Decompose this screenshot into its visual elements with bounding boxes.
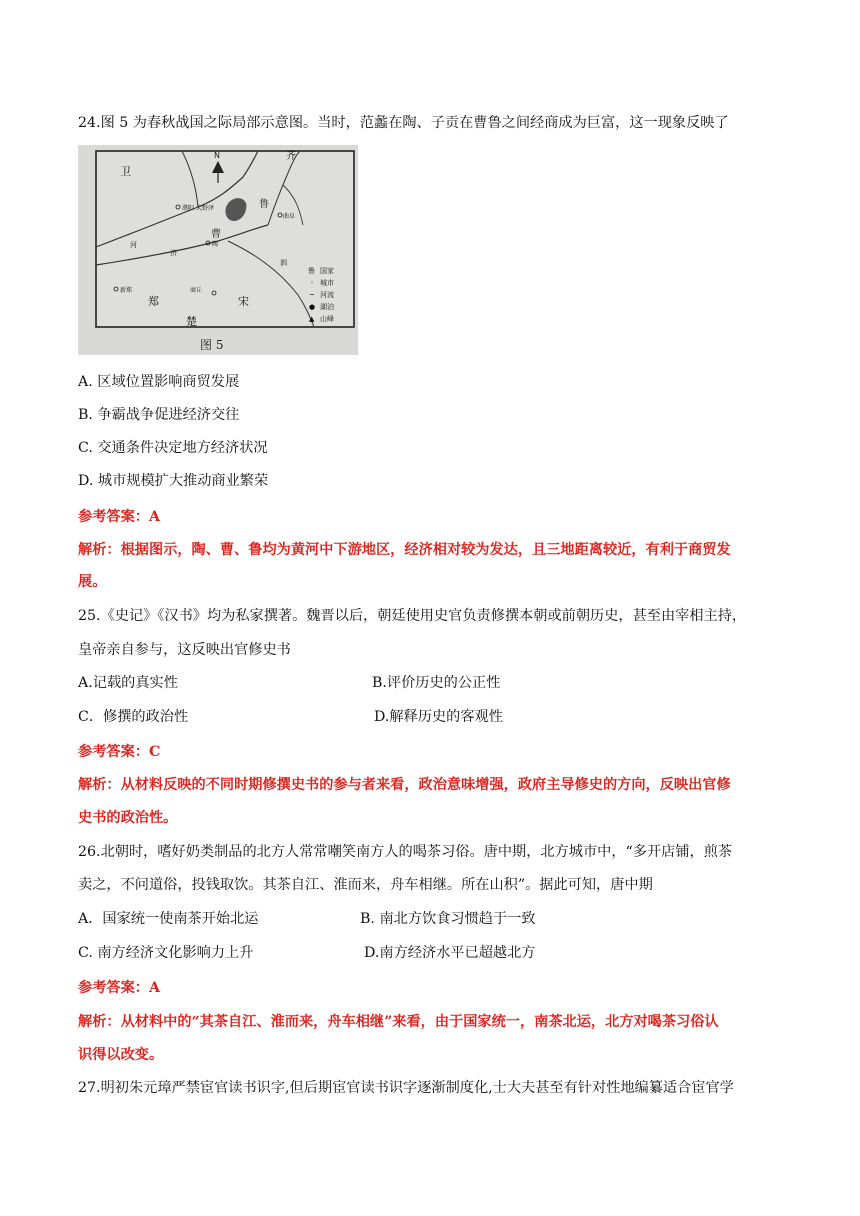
map-region-song: 宋 <box>238 295 249 308</box>
q26-option-c: C. 南方经济文化影响力上升 <box>78 945 254 961</box>
map-legend-mountain: 山峰 <box>320 315 334 323</box>
map-city-dayeze: 大野泽 <box>196 205 215 212</box>
map-city-xinzheng: 新郑 <box>120 287 133 294</box>
q27-stem: 27.明初朱元璋严禁宦官读书识字,但后期宦官读书识字逐渐制度化,士大夫甚至有针对性地编纂适合宦官学 <box>78 1080 734 1096</box>
q26-option-a: A．国家统一使南茶开始北运 <box>78 911 259 927</box>
q25-option-b: B.评价历史的公正性 <box>372 675 501 691</box>
q24-option-a: A. 区域位置影响商贸发展 <box>78 374 240 390</box>
q25-analysis-line-1: 解析：从材料反映的不同时期修撰史书的参与者来看，政治意味增强，政府主导修史的方向，反映出官修 <box>78 777 731 793</box>
q26-stem-line-2: 卖之，不问道俗，投钱取饮。其茶自江、淮而来，舟车相继。所在山积”。据此可知，唐中期 <box>78 877 653 893</box>
map-legend-symbol-city: ◦ <box>310 279 315 287</box>
q24-option-c: C. 交通条件决定地方经济状况 <box>78 440 268 456</box>
map-legend-lake: 湖泊 <box>320 303 334 311</box>
q25-stem-line-1: 25.《史记》《汉书》均为私家撰著。魏晋以后，朝廷使用史官负责修撰本朝或前朝历史，甚至由宰相主持， <box>78 608 747 624</box>
map-legend-symbol-state: 鲁 <box>308 267 315 275</box>
q24-option-b: B. 争霸战争促进经济交往 <box>78 407 240 423</box>
map-legend-symbol-river: ~ <box>309 291 315 299</box>
map-legend-river: 河流 <box>320 291 334 299</box>
q25-stem-line-2: 皇帝亲自参与，这反映出官修史书 <box>78 642 291 658</box>
map-caption: 图 5 <box>200 338 224 352</box>
map-region-chu: 楚 <box>186 315 197 328</box>
q25-answer: 参考答案：C <box>78 744 161 760</box>
q24-analysis-line-1: 解析：根据图示，陶、曹、鲁均为黄河中下游地区，经济相对较为发达，且三地距离较近，有利于商贸发 <box>78 542 731 558</box>
map-legend-state: 国家 <box>320 267 334 275</box>
map-region-wei: 卫 <box>120 165 131 178</box>
map-city-puyang: 濮阳 <box>182 205 195 212</box>
map-region-lu: 鲁 <box>259 199 269 210</box>
map-river-he: 河 <box>130 241 137 249</box>
q25-option-a: A.记载的真实性 <box>78 675 178 691</box>
map-region-qi: 齐 <box>286 151 296 162</box>
q25-option-c: C．修撰的政治性 <box>78 709 189 725</box>
q26-stem-line-1: 26.北朝时，嗜好奶类制品的北方人常常嘲笑南方人的喝茶习俗。唐中期，北方城市中，“多开店铺，煎茶 <box>78 844 733 860</box>
map-river-ji: 济 <box>170 249 177 257</box>
q25-analysis-line-2: 史书的政治性。 <box>78 810 178 826</box>
map-legend-symbol-mountain: ▲ <box>309 315 315 323</box>
q26-analysis-line-1: 解析：从材料中的“其茶自江、淮而来，舟车相继”来看，由于国家统一，南茶北运，北方对喝茶习俗认 <box>78 1014 719 1030</box>
map-city-tao: 陶 <box>212 241 219 248</box>
q24-option-d: D. 城市规模扩大推动商业繁荣 <box>78 473 269 489</box>
map-city-shangqiu: 商丘 <box>190 287 203 294</box>
map-legend-city: 城市 <box>320 279 334 287</box>
q24-analysis-line-2: 展。 <box>78 574 107 590</box>
map-region-cao: 曹 <box>211 229 221 240</box>
q25-option-d: D.解释历史的客观性 <box>374 709 503 725</box>
map-city-qufu: 曲阜 <box>283 213 296 220</box>
q26-option-d: D.南方经济水平已超越北方 <box>364 945 536 961</box>
map-svg <box>78 145 358 355</box>
q26-analysis-line-2: 识得以改变。 <box>78 1047 164 1063</box>
map-region-zheng: 郑 <box>148 295 159 308</box>
q24-answer: 参考答案：A <box>78 509 160 525</box>
q24-map-figure <box>78 145 358 355</box>
map-river-si: 泗 <box>280 259 287 267</box>
map-north-label: N <box>214 151 220 160</box>
q26-answer: 参考答案：A <box>78 980 160 996</box>
q26-option-b: B. 南北方饮食习惯趋于一致 <box>360 911 536 927</box>
map-legend-symbol-lake: ● <box>309 303 316 311</box>
q24-stem: 24.图 5 为春秋战国之际局部示意图。当时，范蠡在陶、子贡在曹鲁之间经商成为巨富，这一现象反映了 <box>78 115 729 131</box>
